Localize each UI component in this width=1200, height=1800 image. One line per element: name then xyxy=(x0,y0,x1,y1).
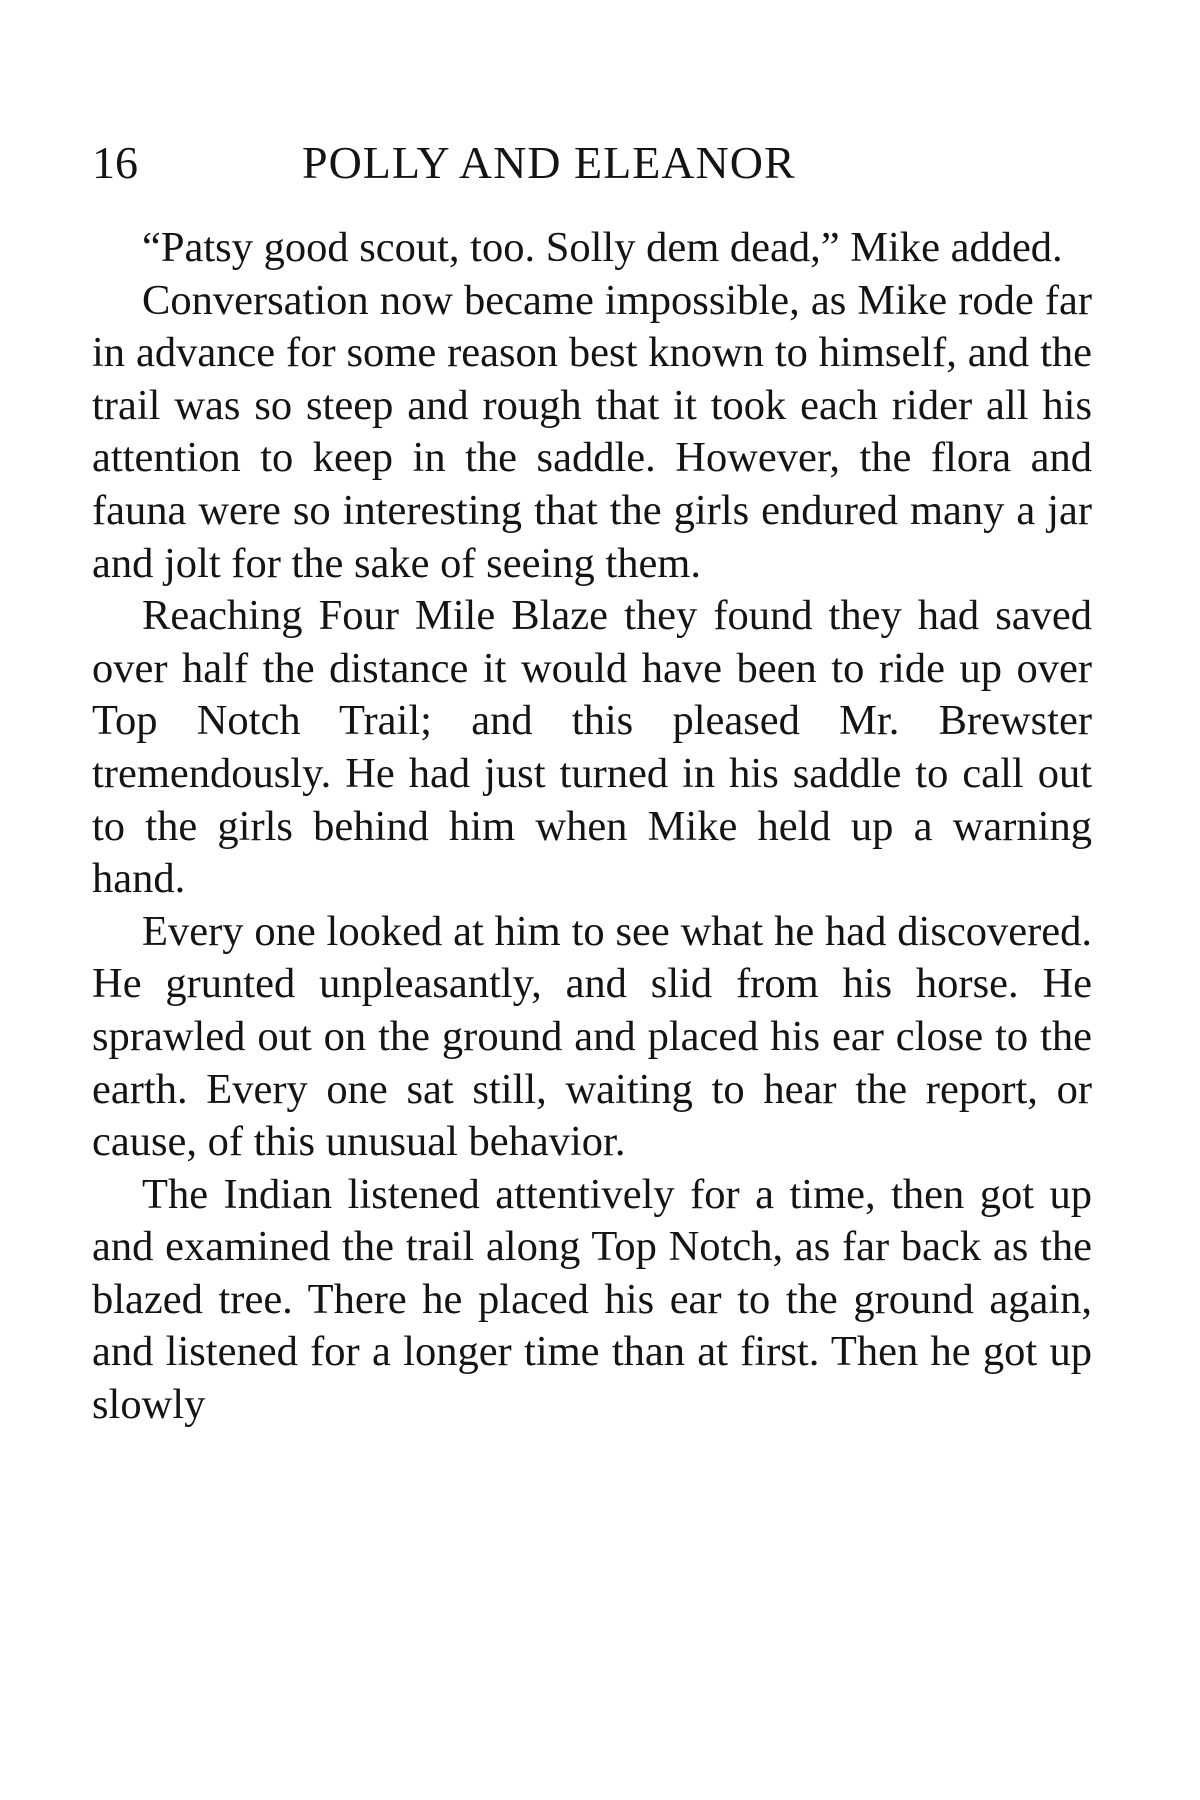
paragraph: Every one looked at him to see what he had discovered. He grunted unpleasantly, and slid from his horse. He sprawled out on the ground and placed his ear close to the earth. Every one sat still, waiting to hear the report, or cause, of this unusual behavior. xyxy=(92,907,1092,1166)
paragraph: Reaching Four Mile Blaze they found they had saved over half the distance it would have been to ride up over Top Notch Trail; and this pleased Mr. Brewster tremendously. He had just turned in his saddle to call out to the girls behind him when Mike held up a warning hand. xyxy=(92,592,1092,903)
paragraph: Conversation now became impossible, as Mike rode far in advance for some reason best known to himself, and the trail was so steep and rough that it took each rider all his attention to keep in the saddle. However, the flora and fauna were so interesting that the girls endured many a jar and jolt for the sake of seeing them. xyxy=(92,276,1092,587)
page-number: 16 xyxy=(92,137,138,188)
book-title: POLLY AND ELEANOR xyxy=(302,137,796,188)
running-head xyxy=(92,128,1092,198)
body-text xyxy=(92,222,1092,1432)
paragraph: The Indian listened attentively for a time, then got up and examined the trail along Top Notch, as far back as the blazed tree. There he placed his ear to the ground again, and listened for a longer time than at first. Then he got up slowly xyxy=(92,1170,1092,1429)
paragraph: “Patsy good scout, too. Solly dem dead,” Mike added. xyxy=(142,224,1063,271)
